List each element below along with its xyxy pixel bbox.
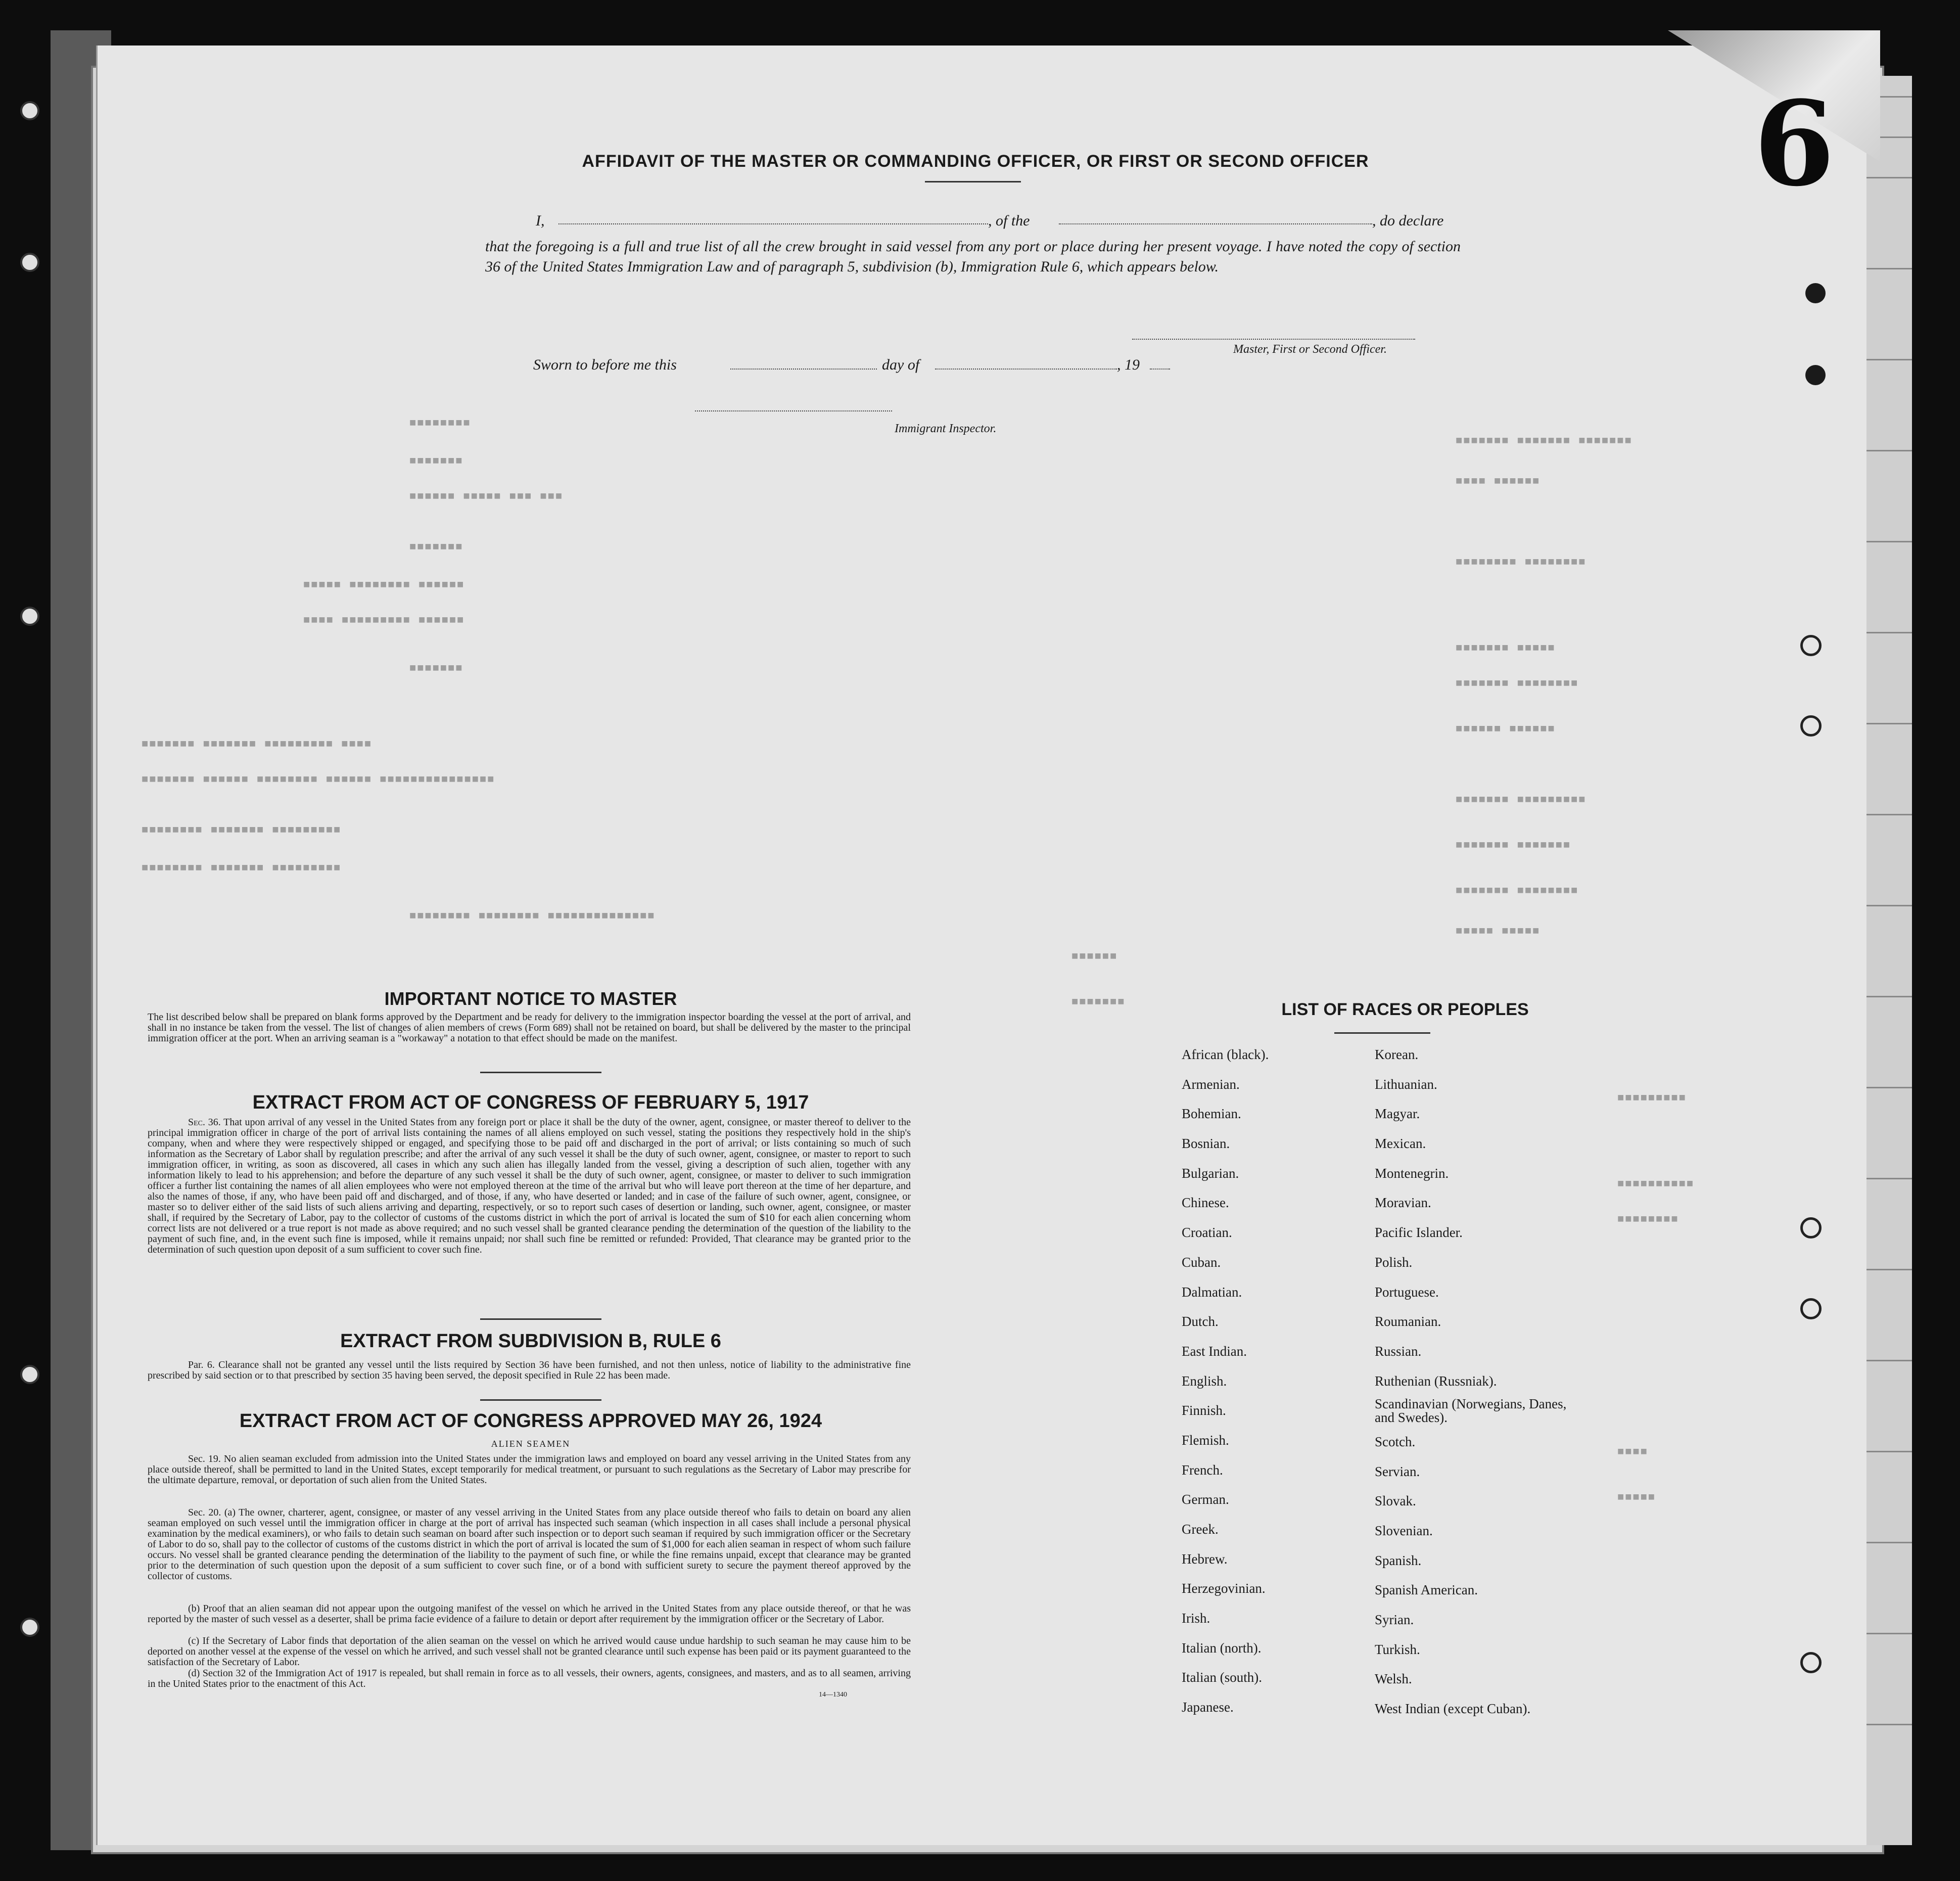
affidavit-title: AFFIDAVIT OF THE MASTER OR COMMANDING OFFICER, OR FIRST OR SECOND OFFICER [582, 152, 1369, 171]
race-item: Polish. [1375, 1254, 1413, 1270]
race-item: English. [1182, 1373, 1227, 1389]
races-list-right [1375, 1040, 1567, 1724]
binder-hole [20, 101, 39, 120]
punch-hole [1805, 365, 1826, 385]
race-item: Magyar. [1375, 1106, 1420, 1122]
binder-hole [20, 253, 39, 272]
race-item: Flemish. [1182, 1432, 1229, 1448]
sworn-year-label: , 19 [1117, 356, 1140, 373]
race-item: Scandinavian (Norwegians, Danes, and Swedes). [1375, 1396, 1567, 1426]
races-list-left [1182, 1040, 1269, 1722]
binder-hole [20, 607, 39, 626]
race-item: Montenegrin. [1375, 1165, 1449, 1181]
divider [1334, 1032, 1430, 1034]
race-item: Servian. [1375, 1463, 1420, 1479]
race-item: Chinese. [1182, 1195, 1229, 1211]
divider [480, 1318, 601, 1320]
extract-1924-title: EXTRACT FROM ACT OF CONGRESS APPROVED MAY 26, 1924 [239, 1410, 822, 1432]
divider [925, 181, 1021, 182]
section-20b-text: (b) Proof that an alien seaman did not appear upon the outgoing manifest of the vessel on which he arrived in the United States from any place outside thereof, or that he was reported by the master of such vessel as a deserter, shall be prima facie evidence of a failure to detain or deport after requirement by the immigration officer or the Secretary of Labor. [148, 1603, 911, 1625]
race-item: Cuban. [1182, 1254, 1221, 1270]
section-36-label: Sec. 36. [188, 1117, 221, 1128]
race-item: French. [1182, 1462, 1223, 1478]
sworn-month-field[interactable] [935, 356, 1117, 370]
punch-hole [1800, 1217, 1822, 1238]
race-item: West Indian (except Cuban). [1375, 1701, 1531, 1717]
race-item: Slovenian. [1375, 1523, 1433, 1538]
signature-line[interactable] [1132, 329, 1415, 340]
race-item: Scotch. [1375, 1434, 1416, 1449]
notice-title: IMPORTANT NOTICE TO MASTER [384, 988, 677, 1009]
section-20d-text: (d) Section 32 of the Immigration Act of 1917 is repealed, but shall remain in force as to all vessels, their owners, agents, consignees, and masters, and as to all seamen, arriving in the United States prior to the enactment of this Act. [148, 1668, 911, 1689]
master-name-field[interactable] [558, 211, 988, 224]
race-item: Portuguese. [1375, 1284, 1439, 1300]
race-item: Herzegovinian. [1182, 1581, 1266, 1596]
punch-hole [1800, 1652, 1822, 1673]
section-36-text: That upon arrival of any vessel in the United States from any foreign port or place it shall be the duty of the owner, agent, consignee, or master thereof to deliver to the principal immigration officer in charge of the port of arrival lists containing the names of all aliens employed on such vessel, stating the positions they respectively hold in the ship's company, when and where they were respectively shipped or engaged, and specifying those to be paid off and discharged in the port of arrival; or lists containing so much of such information as the Secretary of Labor shall by regulation prescribe; and after the arrival of any such vessel it shall be the duty of such owner, agent, consignee, or master to report to such immigration officer, in writing, as soon as discovered, all cases in which any such alien has illegally landed from the vessel, giving a description of such alien, together with any information likely to lead to his apprehension; and before the departure of any such vessel it shall be the duty of such owner, agent, consignee, or master to deliver to such immigration officer a further list containing the names of all alien employees who were not employed thereon at the time of the arrival but who will leave port thereon at the time of her departure, and also the names of those, if any, who have been paid off and discharged, and of those, if any, who have deserted or landed; and in case of the failure of such owner, agent, consignee, or master so to deliver either of the said lists of such aliens arriving and departing, respectively, or so to report such cases of desertion or landing, such owner, agent, consignee, or master shall, if required by the Secretary of Labor, pay to the collector of customs of the customs district in which the port of arrival is located the sum of $10 for each alien concerning whom correct lists are not delivered or a true report is not made as above required; and no such vessel shall be granted clearance pending the determination of the question of the liability to the payment of such fine, and, in the event such fine is imposed, while it remains unpaid; nor shall such fine be remitted or refunded: Provided, That clearance may be granted prior to the determination of such question upon deposit of a sum sufficient to cover such fine. [148, 1117, 911, 1255]
sworn-prefix: Sworn to before me this [533, 356, 677, 373]
race-item: Greek. [1182, 1522, 1219, 1537]
race-item: Spanish. [1375, 1552, 1422, 1568]
divider [480, 1072, 601, 1073]
race-item: Bohemian. [1182, 1106, 1241, 1122]
punch-hole [1805, 283, 1826, 303]
race-item: Irish. [1182, 1611, 1210, 1626]
race-item: Bosnian. [1182, 1136, 1230, 1152]
inspector-signature-line[interactable] [695, 399, 892, 411]
inspector-label: Immigrant Inspector. [895, 422, 997, 435]
race-item: Turkish. [1375, 1641, 1420, 1657]
race-item: Croatian. [1182, 1225, 1232, 1241]
notice-text: The list described below shall be prepared on blank forms approved by the Department and be ready for delivery to the immigration inspector boarding the vessel at the port of arrival, and shall in no instance be taken from the vessel. The list of changes of alien members of crews (Form 689) shall not be retained on board, but shall be delivered by the master to the principal immigration officer at the port. When an arriving seaman is a "workaway" a notation to that effect should be made on the manifest. [148, 1012, 911, 1044]
race-item: Syrian. [1375, 1612, 1414, 1628]
race-item: Mexican. [1375, 1136, 1426, 1152]
right-sheet-edge [1865, 76, 1912, 1845]
extract-1917-title: EXTRACT FROM ACT OF CONGRESS OF FEBRUARY 5, 1917 [252, 1092, 809, 1113]
affidavit-declare: , do declare [1372, 212, 1444, 229]
affidavit-pronoun: I, [536, 212, 545, 229]
punch-hole [1800, 635, 1822, 656]
race-item: German. [1182, 1492, 1229, 1507]
punch-hole [1800, 1298, 1822, 1319]
race-item: Italian (north). [1182, 1640, 1262, 1656]
vessel-name-field[interactable] [1059, 211, 1372, 224]
extract-1917-body [148, 1117, 911, 1255]
signature-label: Master, First or Second Officer. [1233, 343, 1387, 356]
race-item: Pacific Islander. [1375, 1225, 1463, 1241]
race-item: Roumanian. [1375, 1314, 1441, 1329]
binder-hole [20, 1365, 39, 1384]
affidavit-body: that the foregoing is a full and true list of all the crew brought in said vessel from any port or place during her present voyage. I have noted the copy of section 36 of the United States Immigration Law and of paragraph 5, subdivision (b), Immigration Rule 6, which appears below. [485, 238, 1461, 275]
race-item: Ruthenian (Russniak). [1375, 1373, 1497, 1389]
section-20c-text: (c) If the Secretary of Labor finds that deportation of the alien seaman on the vessel on which he arrived would cause undue hardship to such seaman he may cause him to be deported on another vessel at the expense of the vessel on which he arrived, and such vessel shall not be granted clearance until such expense has been paid or its payment guaranteed to the satisfaction of the Secretary of Labor. [148, 1635, 911, 1668]
binder-hole [20, 1618, 39, 1637]
race-item: Spanish American. [1375, 1582, 1478, 1598]
race-item: Welsh. [1375, 1671, 1412, 1687]
race-item: Dutch. [1182, 1314, 1219, 1329]
race-item: East Indian. [1182, 1343, 1247, 1359]
extract-1924-subtitle: ALIEN SEAMEN [491, 1439, 571, 1449]
race-item: Armenian. [1182, 1076, 1240, 1092]
extract-rule6-title: EXTRACT FROM SUBDIVISION B, RULE 6 [340, 1331, 721, 1352]
race-item: Italian (south). [1182, 1670, 1262, 1685]
sworn-day-label: day of [882, 356, 920, 373]
race-item: Bulgarian. [1182, 1165, 1239, 1181]
race-item: Dalmatian. [1182, 1284, 1242, 1300]
divider [480, 1399, 601, 1401]
race-item: Japanese. [1182, 1700, 1234, 1715]
section-19-text: Sec. 19. No alien seaman excluded from admission into the United States under the immigration laws and employed on board any vessel arriving in the United States from any place outside thereof, shall be permitted to land in the United States, except temporarily for medical treatment, or pursuant to such regulations as the Secretary of Labor may prescribe for the ultimate departure, removal, or deportation of such alien from the United States. [148, 1453, 911, 1486]
race-item: Korean. [1375, 1047, 1419, 1062]
sworn-year-field[interactable] [1150, 356, 1170, 370]
race-item: African (black). [1182, 1047, 1269, 1062]
race-item: Hebrew. [1182, 1551, 1228, 1567]
race-item: Russian. [1375, 1343, 1422, 1359]
extract-rule6-text: Par. 6. Clearance shall not be granted any vessel until the lists required by Section 36 have been furnished, and not then unless, notice of liability to the administrative fine prescribed by said section or to that prescribed by section 35 having been served, the deposit specified in Rule 22 has been made. [148, 1359, 911, 1381]
race-item: Slovak. [1375, 1493, 1416, 1509]
sheet-number: 6 [1754, 76, 1835, 212]
form-code: 14—1340 [819, 1691, 847, 1699]
sworn-day-field[interactable] [730, 356, 877, 370]
race-item: Lithuanian. [1375, 1076, 1437, 1092]
race-item: Finnish. [1182, 1403, 1226, 1418]
section-20a-text: Sec. 20. (a) The owner, charterer, agent, consignee, or master of any vessel arriving in the United States from any place outside thereof who fails to detain on board any alien seaman employed on such vessel until the immigration officer in charge at the port of arrival has inspected such seaman (which inspection in all cases shall include a personal physical examination by the medical examiners), or who fails to detain such seaman on board after such inspection or to deport such seaman if required by such immigration officer or the Secretary of Labor to do so, shall pay to the collector of customs of the customs district in which the port of arrival is located the sum of $1,000 for each alien seaman in respect of whom such failure occurs. No vessel shall be granted clearance pending the determination of the liability to the payment of such fine, or while the fine remains unpaid, except that clearance may be granted prior to the determination of such question upon the deposit of a sum sufficient to cover such fine, or of a bond with sufficient surety to secure the payment thereof approved by the collector of customs. [148, 1507, 911, 1582]
races-title: LIST OF RACES OR PEOPLES [1281, 1000, 1529, 1019]
punch-hole [1800, 715, 1822, 737]
race-item: Moravian. [1375, 1195, 1431, 1211]
affidavit-of: , of the [988, 212, 1030, 229]
